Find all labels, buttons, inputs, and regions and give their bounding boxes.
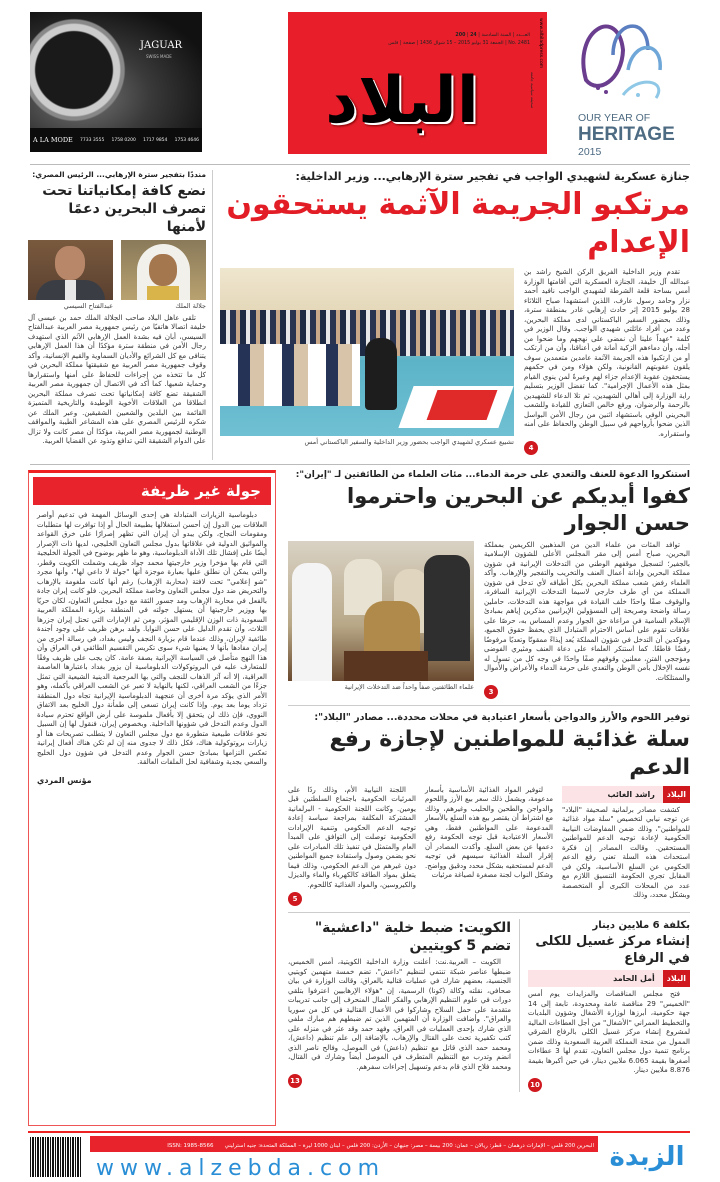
pages-label: صفحة	[402, 41, 416, 46]
sisi-caption: عبدالفتاح السيسي	[63, 301, 113, 310]
heritage-line1: OUR YEAR OF	[578, 112, 651, 124]
food-headline: سلة غذائية للمواطنين لإجازة رفع الدعم	[329, 726, 690, 780]
lead-caption: تشييع عسكري لشهيدي الواجب بحضور وزير الداخلية والسفير الباكستاني أمس	[304, 438, 514, 447]
price-label: فلس	[388, 41, 399, 46]
watermark: www.alzebda.com	[96, 1156, 386, 1181]
byline-name: راشد الغائب	[607, 789, 655, 799]
kidney-paragraph: فتح مجلس المناقصات والمزايدات يوم أمس "الخميس" 29 مناقصة عامة ومحدودة، تابعة إلى 14 جهة حكومية، أبرزها لوزارة الأشغال وشؤون البلديات والتخطيط العمراني "الأشغال" من أجل العطاءات المالية لمشروع إنشاء مركز غسيل الكلى بالرفاع الشرقي الممول من منحة المملكة العربية السعودية وذلك ضمن برنامج تنمية دول مجلس التعاون، تقدم لها 3 عطاءات أصغرها بقيمة 6.065 ملايين دينار، في حين أكبرها بقيمة 8.876 ملايين دينار.	[528, 990, 690, 1075]
egypt-photos	[28, 240, 206, 310]
footer-strip	[90, 1136, 598, 1152]
opinion-box	[28, 470, 276, 1126]
ad-footer	[30, 128, 202, 152]
food-columns	[288, 786, 690, 907]
egypt-body	[28, 314, 206, 447]
phone: 7733 3555	[79, 137, 105, 143]
issue-info: العـــدد | السنة السادسة | 24 | 200 No. 2481 | الجمعة 31 يوليو 2015 – 15 شوال 1436 | صفحة | فلس	[388, 33, 530, 46]
lead-photo-block	[220, 268, 514, 446]
egypt-column	[28, 170, 206, 447]
scholars-body	[484, 541, 690, 684]
page-ref-badge[interactable]: 4	[524, 441, 538, 455]
price: 200	[455, 33, 466, 38]
phone: 1758 0200	[111, 137, 136, 143]
watch-image	[30, 18, 126, 122]
bottom-stories	[288, 919, 690, 1092]
kidney-body	[528, 990, 690, 1076]
watch-advertisement[interactable]	[30, 12, 202, 152]
egypt-paragraph: تلقى عاهل البلاد صاحب الجلالة الملك حمد بن عيسى آل خليفة اتصالا هاتفيًا من رئيس جمهورية مصر العربية عبدالفتاح السيسي، أبان فيه بشدة العمل الإرهابي الآثم الذي استهدف رجال الأمن في منطقة سترة مؤكدًا أن هذا العمل الإرهابي يتنافى مع كل الشرائع والأديان السماوية والقيم الإنسانية، وأكد وقوف جمهورية مصر العربية مع شقيقتها مملكة البحرين في كل ما تتخذه من إجراءات للحفاظ على أمنها واستقرارها وحماية شعبها. كما أكد في الاتصال أن جمهورية مصر العربية الشقيقة تضع كافة إمكانياتها تحت تصرف مملكة البحرين انطلاقا من العلاقات الأخوية الوطيدة والتاريخية المتميزة القائمة بين البلدين والشعبين الشقيقين. وعبر الملك عن شكره للرئيس المصري على هذه المشاعر الطيبة والمواقف الوطنية لجمهورية مصر العربية، مؤكدًا أن مصر كانت ولا تزال على الدوام الشقيقة التي تدافع وتذود عن القضايا العربية.	[28, 313, 206, 446]
lead-text-block	[524, 268, 690, 455]
issue-number: No. 2481	[508, 41, 530, 46]
jaguar-logo: JAGUAR	[140, 40, 183, 51]
kuwait-headline: الكويت: ضبط خلية "داعشية" تضم 5 كويتيين	[314, 920, 511, 955]
kuwait-story	[288, 919, 511, 1088]
egypt-kicker: منددًا بتفجير سترة الإرهابي... الرئيس المصري:	[32, 170, 206, 179]
lead-kicker: جنازة عسكرية لشهيدي الواجب في تفجير سترة الإرهابي... وزير الداخلية:	[295, 170, 690, 183]
kidney-story	[528, 919, 690, 1092]
alzebda-logo: الزبدة	[609, 1142, 685, 1172]
butterfly-icon	[578, 10, 668, 110]
scholars-text-block	[484, 541, 690, 700]
king-photo	[121, 240, 206, 300]
kidney-kicker: بكلفة 6 ملايين دينار	[592, 920, 690, 932]
issue-date: الجمعة 31 يوليو 2015 – 15 شوال 1436	[419, 41, 504, 46]
heritage-line3: 2015	[578, 146, 602, 158]
scholars-photo	[288, 541, 474, 681]
heritage-logo	[566, 10, 690, 160]
food-paragraph: لتوفير المواد الغذائية الأساسية بأسعار مدعومة، ويشمل ذلك سعر بيع الأرز واللحوم والدواجن والطحين والحليب وغيرهم، وذلك مع اشتراط أن يقتصر بيع هذه السلع بالأسعار المدعومة على المواطنين فقط، وهي الأسعار الاعتيادية قبل توجه الحكومة رفع دعمها عن بعض السلع. وأكدت المصادر أن إقرار السلة الغذائية سيسهم في توجيه الدعم لمستحقيه بشكل محدد ودقيق وواضح. وشكل النواب لجنة مصغرة لصياغة مرئيات	[425, 785, 553, 880]
issue-label: العـــدد	[516, 33, 530, 38]
food-col-2-block	[425, 786, 553, 881]
food-paragraph: اللجنة النيابية الأم، وذلك ردًا على المرئيات الحكومية باجتماع السلطتين قبل يومين. وكانت اللجنة الحكومية - البرلمانية المشتركة المكلفة بمراجعة سياسة إعادة توجيه الدعم الحكومي وتنمية الإيرادات الحكومية توصلت إلى التوافق على المبدأ العام والمتمثل في تنفيذ تلك المبادرات على نحو يضمن وصول واستفادة جميع المواطنين دون غيرهم من الدعم الحكومي، وذلك فيما يتعلق بمواد الطاقة كالكهرباء والماء والديزل والكيروسين، والمواد الغذائية كاللحوم.	[288, 785, 416, 889]
tagline: صحيفة سياسية جامعة	[530, 72, 535, 109]
opinion-paragraph: دبلوماسية الزيارات المتبادلة هي إحدى الوسائل المهمة في تدعيم أواصر العلاقات بين الدول إن أحسن استغلالها بطبيعة الحال أو إذا توافرت لها متطلبات ومقومات النجاح، ولكن يبدو أن إيران التي تظهر إصرارًا على خرق القواعد والمواثيق الدولية في علاقاتها بدول مجلس التعاون الخليجي، لديها ذات الإصرار أيضًا على إفشال تلك الأداة الدبلوماسية، وهو ما ظهر بوضوح في الجولة الخليجية التي قام بها مؤخرا وزير خارجيتها محمد جواد ظريف وشملت الكويت وقطر، والتي يمكن أن نطلق عليها بعبارة موجزة أنها "جولة لا داعي لها"، وأنها مجرد "شو إعلامي" تحت لافتة (محاربة الإرهاب) رغم أنها كانت ملغومة بالإرهاب والتحريض ضد دول مجلس التعاون وخاصة مملكة البحرين. فلو كانت إيران جادة بالفعل في محاربة الإرهاب ومد جسور الثقة مع دول مجلس التعاون، لكان حريًا بها ووزير خارجيتها أن يستهل جولته في المنطقة بزيارة المملكة العربية السعودية ذات الوزن الإقليمي المؤثر، ومن ثم الإمارات التي تحتل إيران جزرها الثلاث، وأن تقدم الدليل على حسن النوايا. ولقد برهن ظريف على وجود أجندة طائفية لإيران، وذلك عندما قام بزيارة النجف وليس بغداد، في رسالة أخرى من إيران مفادها بأنها لا يعنيها شيء سوى تكريس التقسيم الطائفي في العراق وأن هذا النهج متأصل في السياسة الإيرانية بصفة عامة. كان يجب على ظريف وفقًا للمتعارف عليه في البروتوكولات الدبلوماسية أن يزور بغداد باعتبارها العاصمة العراقية، إلا أنه آثر الذهاب للنجف والتي بها المرجعية الدينية الشيعية التي تمثل جزءًا من الشعب العراقي، لكنها بالنهاية لا تعبر عن الشعب العراقي بأكمله، وهو الأمر الذي يؤكد مرة أخرى أن عنجهية الدبلوماسية الإيرانية تجاه دول المنطقة تزداد يوما بعد يوم. وإذا كانت إيران تسعى إلى طمأنة دول الخليج بعد الاتفاق النووي، فإن ذلك لن يتحقق إلا بأفعال ملموسة على أرض الواقع تحترم سيادة الدول وعدم التدخل في شؤونها الداخلية. وبخصوص إيران، فنقول لها إن السبيل نحو علاقات طبيعية متطورة مع دول مجلس التعاون لا يتطلب تصريحات هنا أو زيارات بروتوكولية هناك، فكل ذلك لا جدوى منه إن لم تكن هناك أفعال إيرانية تعكس التزامها بمبادئ حسن الجوار وعدم التدخل في شؤون دول الخليج والسعي بجدية وشفافية لحل الملفات العالقة.	[37, 511, 267, 766]
right-section	[288, 470, 690, 1092]
egypt-headline-line: تصرف البحرين دعمًا لأمنها	[68, 200, 206, 235]
scholars-kicker: استنكروا الدعوة للعنف والتعدي على حرمة الدماء... مئات العلماء من الطائفتين لـ "إيران":	[295, 470, 690, 480]
food-col-3-block	[288, 786, 416, 907]
footer-issn: ISSN: 1985-8566	[167, 1143, 214, 1149]
lead-body	[524, 268, 690, 439]
opinion-title: جولة غير ظريفة	[140, 482, 261, 500]
jaguar-subtitle: SWISS MADE	[146, 54, 172, 59]
food-kicker: توفير اللحوم والأرز والدواجن بأسعار اعتيادية في محلات محددة... مصادر "البلاد":	[314, 712, 690, 724]
egypt-headline	[28, 182, 206, 236]
phone: 1753 4646	[174, 137, 199, 143]
sisi-photo-block	[28, 240, 113, 310]
heritage-line2: HERITAGE	[578, 124, 675, 145]
column-divider	[519, 919, 520, 1092]
website: www.albiladpress.com	[538, 18, 543, 69]
store-name: A LA MODE	[33, 136, 73, 144]
opinion-title-bar	[33, 477, 271, 505]
masthead	[288, 12, 538, 154]
divider	[288, 705, 690, 706]
newspaper-logo: البلاد	[325, 64, 479, 138]
scholars-headline: كفوا أيديكم عن البحرين واحترموا حسن الجوار	[347, 483, 690, 535]
egypt-headline-line: نضع كافة إمكانياتنا تحت	[42, 182, 206, 199]
section-divider	[30, 464, 690, 465]
footer-rule	[28, 1131, 690, 1133]
page-ref-badge[interactable]: 13	[288, 1074, 302, 1088]
kuwait-paragraph: الكويت – العربية.نت: أعلنت وزارة الداخلية الكويتية، أمس الخميس، ضبطها عناصر شبكة تنتمي لتنظيم "داعش"، تضم خمسة متهمين كويتيي الجنسية، بعضهم شارك في عمليات قتالية بالعراق، وقالت الوزارة في بيان صحافي، نقلته وكالة (كونا) الرسمية، إن "هؤلاء الإرهابيين اعترفوا بتلقي دورات في علوم التنظيم الإرهابي والفكر الضال المنحرف إلى جانب تدريبات متقدمة على حمل السلاح وشاركوا في الأعمال القتالية في كل من سوريا والعراق". وأضافت الوزارة أن المتهمين الذين تم ضبطهم هم مبارك ملفي الذي شارك بإحدى العمليات في العراق، وفهد حمد وقد عثر في منزله على كتب تكفيرية تحث على القتال والإرهاب، بالإضافة إلى علم تنظيم (داعش)، ومحمد حمد الذي قاتل مع تنظيم (داعش) في الموصل، وفالح ناصر الذي انضم وتدرب مع التنظيم المتطرف في الموصل أيضاً وشارك في القتال، ومحمد فلاح الذي قام بدعم وتسهيل إجراءات سفرهم.	[288, 958, 511, 1071]
king-photo-block	[121, 240, 206, 310]
year-label: السنة السادسة	[481, 33, 512, 38]
food-col-2	[425, 786, 553, 881]
lead-row	[220, 268, 690, 455]
kidney-byline	[528, 970, 690, 987]
lead-column	[220, 170, 690, 455]
byline-tag: البلاد	[663, 786, 690, 803]
scholars-caption: علماء الطائفتين صفاً واحداً ضد التدخلات الإيرانية	[344, 682, 474, 691]
scholars-paragraph: توافد المئات من علماء الدين من المذهبين الكريمين بمملكة البحرين، صباح أمس إلى مقر المجلس الأعلى للشؤون الإسلامية بالجفير؛ لتسجيل موقفهم الوطني من التدخلات الإيرانية في شؤون مملكة البحرين وإدانة أعمال العنف والتخريب والتفجير والإرهاب. وأكد العلماء رفض شعب مملكة البحرين بكل أطيافه لأي تدخل في شؤون المملكة من أي طرف خارجي لاسيما التدخلات الإيرانية السافرة، والوقوف صفًا واحدًا خلف القيادة في مواجهة هذه التدخلات، حاملين رسالة واضحة وصريحة إلى المسؤولين الإيرانيين مذكرين إياهم بمبادئ الإسلام السامية في مراعاة حق الجوار وعدم المساس به، حرصًا على علاقات تقوم على أساس الاحترام المتبادل الذي يحفظ حقوق الجميع، ومؤكدين أن التدخل في شؤون المملكة يُعد إيذاءً ممقوتًا وتعديًا مرفوضًا رفضًا قاطعًا. كما استنكر العلماء على دعاة العنف ومثيري الفوضى ومؤججي الفتن، معلنين وقوفهم صفًا واحدًا في وجه كل من تسول له نفسه الإخلال بأمن الوطن والتعدي على حرمة الدماء والأعراض والأموال والممتلكات.	[484, 540, 690, 682]
food-byline	[562, 786, 690, 803]
footer-prices: البحرين 200 فلس – الإمارات درهمان – قطر: ريالان – عمان: 200 بيسة – مصر: جنيهان – الأردن: 200 فلس – لبنان 1000 ليرة – المملكة المتحدة: جنيه استرليني	[224, 1143, 594, 1149]
kuwait-body	[288, 958, 511, 1072]
funeral-photo	[220, 268, 514, 436]
food-col-1-block	[562, 786, 690, 901]
lead-paragraph: تقدم وزير الداخلية الفريق الركن الشيخ راشد بن عبدالله آل خليفة، الجنازة العسكرية التي أقامتها الوزارة أمس بساحة قلعة الشرطة لشهيدي الواجب نافيد أحمد نزار وحامد رسول عارف، اللذين استشهدا صباح الثلاثاء 28 يوليو 2015 إثر حادث إرهابي غادر بمنطقة سترة، وذلك بحضور السفير الباكستاني لدى مملكة البحرين، وعدد من أفراد عائلتي شهيدي الواجب. وقال الوزير في كلمة "عهداً علينا أن نمضي على نهجهم وما ضحوا من أجله، وأن دماءهم الزكية أمانة في أعناقنا، وأن من ارتكب أو من ارتكبوا هذه الجريمة الآثمة عامدين متعمدين سوف يلقون عقوبتهم القانونية، ولكن هؤلاء ومن في حكمهم يستحقون عقوبة الإعدام جزاء لهم وعبرةً لمن ينوي القيام بمثل هذه الأعمال الإجرامية". كما تفضل الوزير بتسليم راية الوزارة إلى أهالي الشهيدين، ثم تلا الدعاء للشهيدين بالرحمة والرضوان، ورفع خالص التعازي للقيادة وللشعب البحريني الوفي باستشهاد اثنين من رجال الأمن البواسل الذين ضحوا بأرواحهم في سبيل الوطن والحفاظ على أمنه واستقراره.	[524, 268, 690, 438]
lead-headline: مرتكبو الجريمة الآثمة يستحقون الإعدام	[226, 187, 690, 261]
phone: 1717 9854	[143, 137, 168, 143]
column-divider	[212, 170, 213, 460]
divider	[30, 164, 690, 165]
barcode	[30, 1137, 82, 1177]
page-count: 24	[470, 33, 477, 38]
food-paragraph: كشفت مصادر برلمانية لصحيفة "البلاد" عن توجه نيابي لتخصيص "سلة مواد غذائية للمواطنين"، وذلك ضمن المفاوضات النيابية الحكومية لإعادة توجيه الدعم للمواطنين المستحقين. وقالت المصادر إن فكرة استحداث هذه السلة تعني رفع الدعم الحكومي عن السلع الأساسية، ولكن في المقابل تجري الحكومة التنسيق اللازم مع عدد من المحلات الكبرى أو المتخصصة وبشكل محدد، وذلك	[562, 805, 690, 900]
website-strip	[538, 12, 547, 154]
food-col-1	[562, 806, 690, 901]
opinion-body	[33, 511, 271, 768]
opinion-author: مؤنس المردي	[37, 775, 92, 785]
byline-name: أمل الحامد	[613, 974, 655, 984]
scholars-row	[288, 541, 690, 700]
page-ref-badge[interactable]: 10	[528, 1078, 542, 1092]
page-ref-badge[interactable]: 3	[484, 685, 498, 699]
page-ref-badge[interactable]: 5	[288, 892, 302, 906]
divider	[288, 912, 690, 913]
scholars-photo-block	[288, 541, 474, 691]
king-caption: جلالة الملك	[175, 301, 206, 310]
sisi-photo	[28, 240, 113, 300]
food-col-3	[288, 786, 416, 891]
kidney-headline: إنشاء مركز غسيل للكلى في الرفاع	[535, 934, 690, 967]
byline-tag: البلاد	[663, 970, 690, 987]
